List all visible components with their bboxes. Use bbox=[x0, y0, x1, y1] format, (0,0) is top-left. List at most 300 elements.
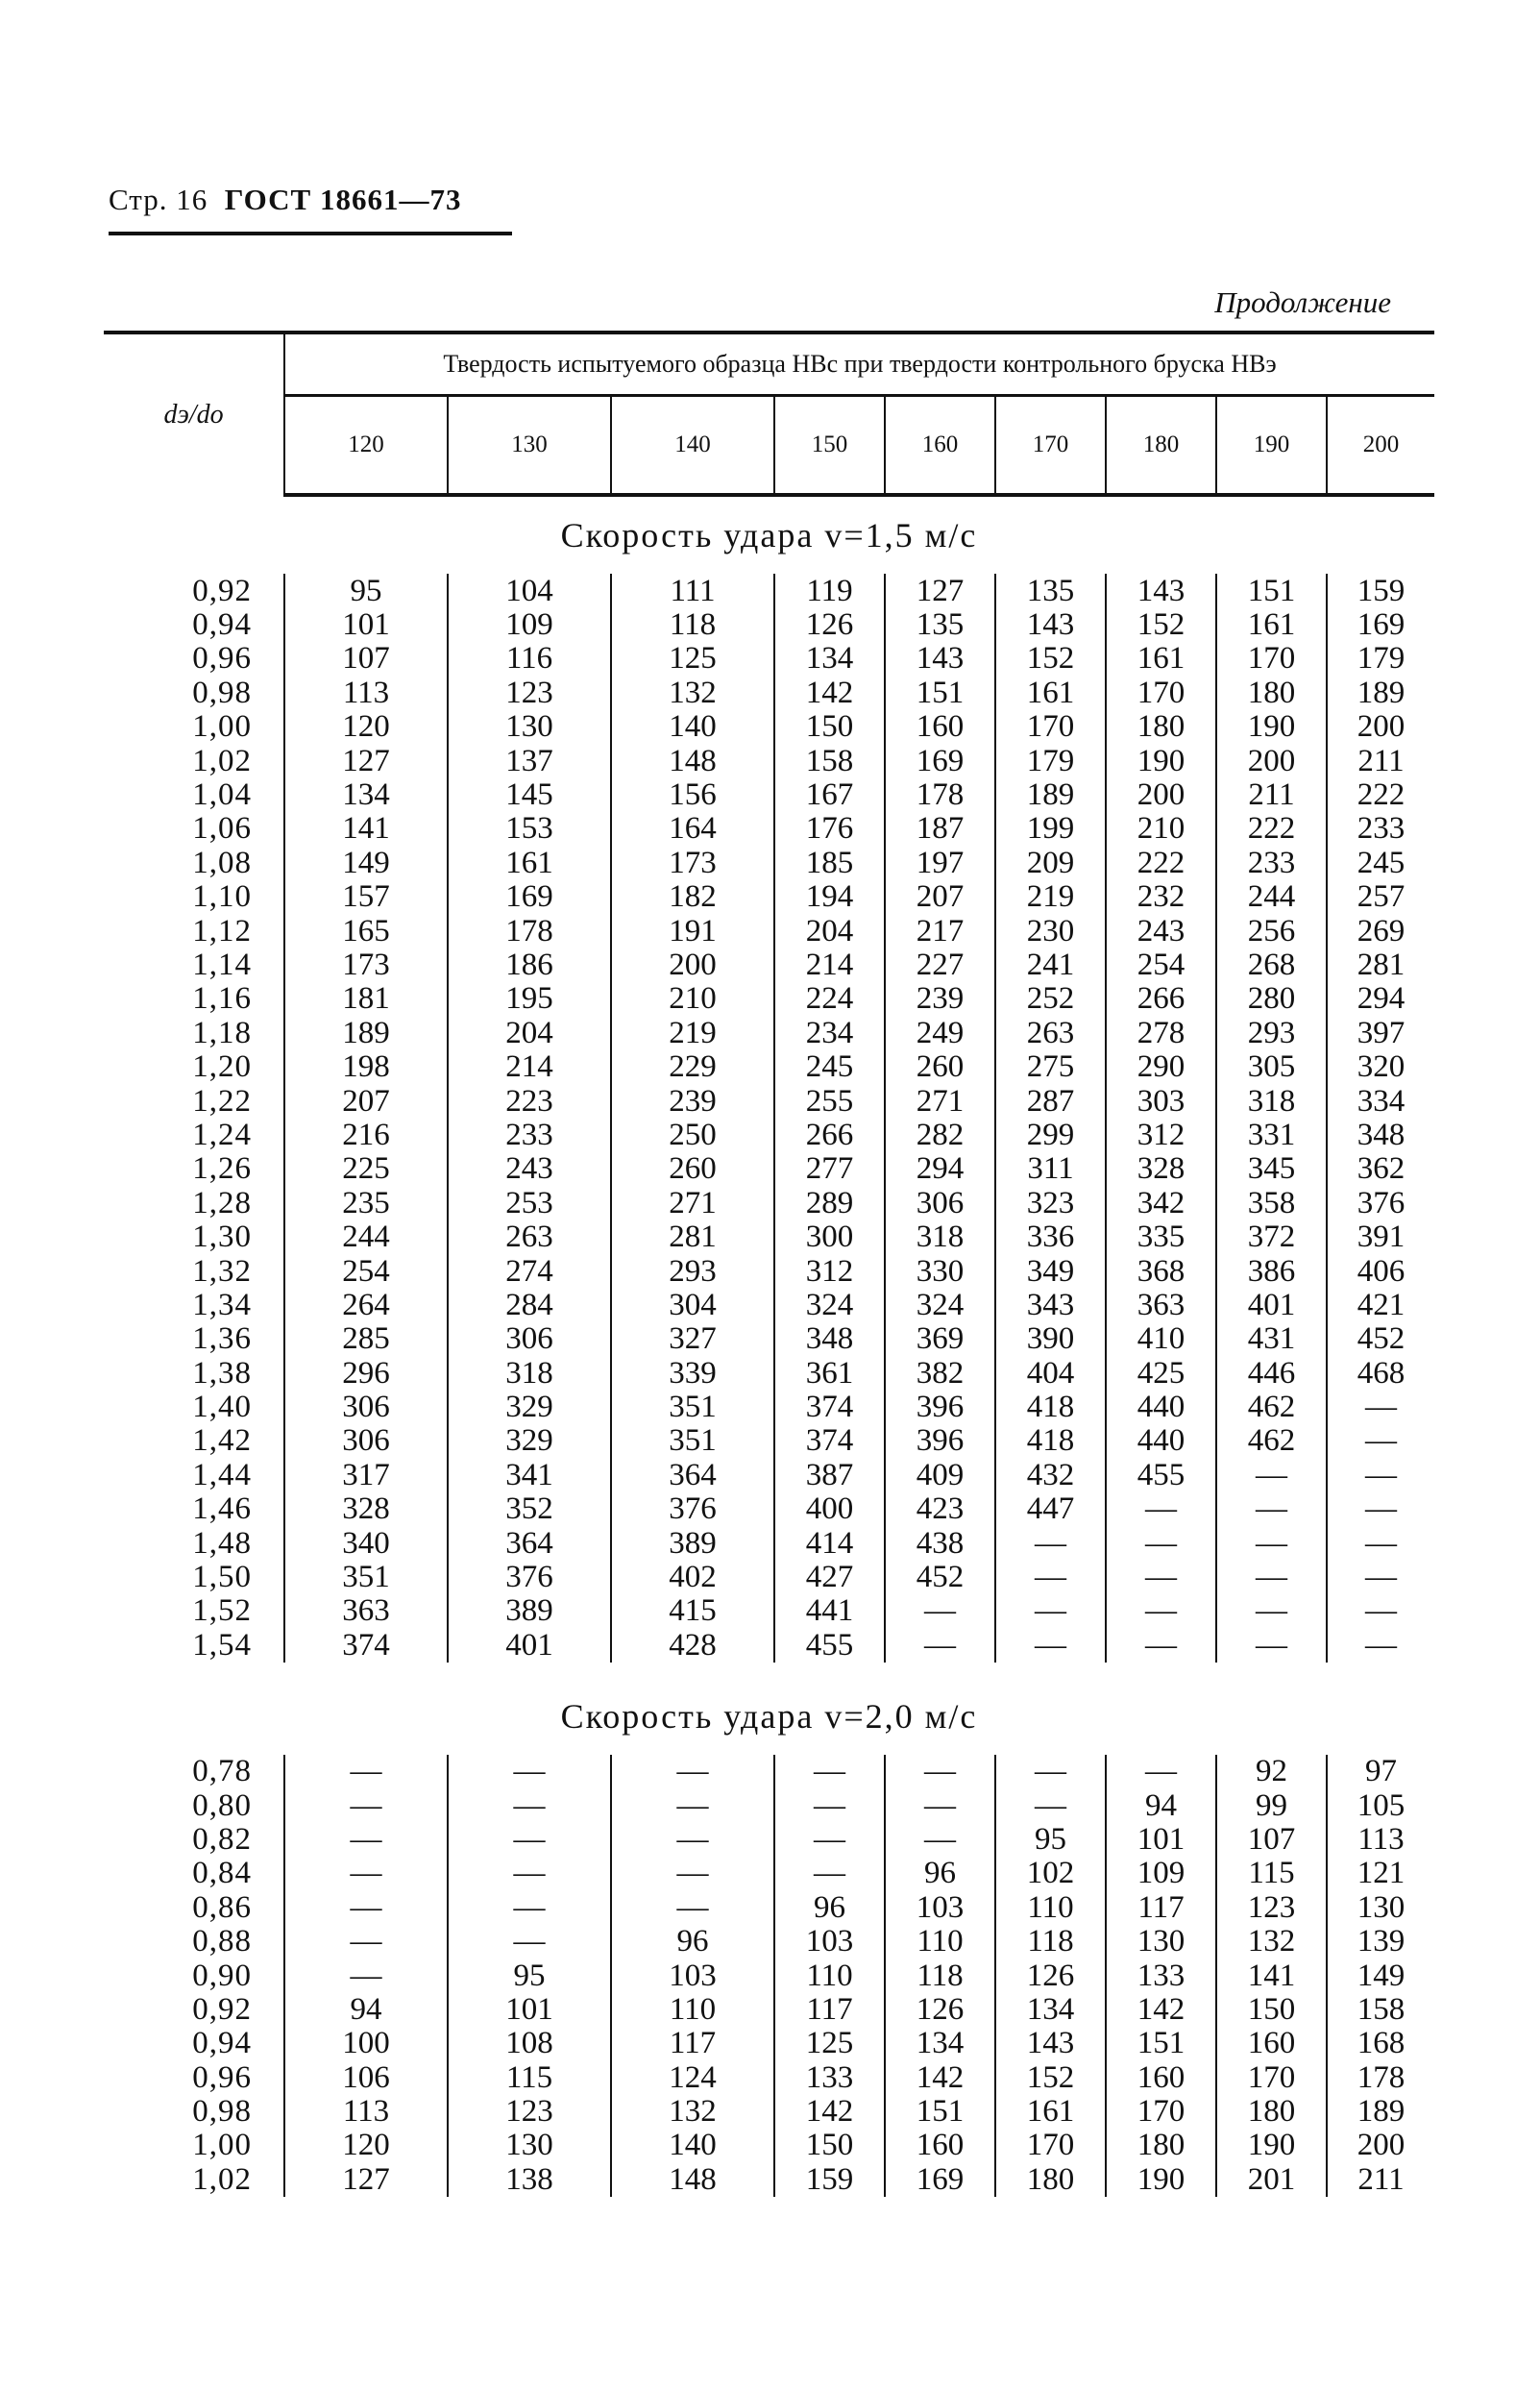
ratio-cell: 1,22 bbox=[192, 1083, 252, 1119]
hardness-cell: 432 bbox=[995, 1458, 1106, 1491]
hardness-cell: 149 bbox=[284, 846, 448, 879]
hardness-cell: 312 bbox=[774, 1254, 885, 1288]
hardness-cell: 135 bbox=[885, 607, 995, 641]
hardness-cell: 269 bbox=[1327, 914, 1434, 948]
hardness-cell: 341 bbox=[448, 1458, 611, 1491]
hardness-cell: 141 bbox=[1216, 1959, 1327, 1992]
ratio-cell: 1,24 bbox=[192, 1117, 252, 1152]
hardness-cell: 455 bbox=[774, 1628, 885, 1662]
table-row bbox=[104, 1857, 1434, 1890]
hardness-cell: 253 bbox=[448, 1186, 611, 1220]
hardness-cell: 431 bbox=[1216, 1322, 1327, 1356]
hardness-cell: 216 bbox=[284, 1118, 448, 1151]
hardness-cell: 94 bbox=[284, 1992, 448, 2026]
hardness-cell: 103 bbox=[611, 1959, 774, 1992]
hardness-cell: 204 bbox=[448, 1016, 611, 1049]
hardness-cell: 180 bbox=[1216, 676, 1327, 709]
hardness-cell: 296 bbox=[284, 1356, 448, 1390]
hardness-cell: 278 bbox=[1106, 1016, 1216, 1049]
hardness-cell: 318 bbox=[448, 1356, 611, 1390]
hardness-cell: 179 bbox=[995, 744, 1106, 777]
hardness-cell: — bbox=[1106, 1492, 1216, 1526]
section-title: Скорость удара v=1,5 м/с bbox=[560, 516, 978, 554]
table-row bbox=[104, 574, 1434, 607]
hardness-cell: 304 bbox=[611, 1288, 774, 1321]
hardness-cell: 161 bbox=[1216, 607, 1327, 641]
hardness-cell: 130 bbox=[448, 2129, 611, 2162]
table-row bbox=[104, 1152, 1434, 1186]
hardness-cell: 362 bbox=[1327, 1152, 1434, 1186]
hardness-cell: 168 bbox=[1327, 2027, 1434, 2060]
hardness-cell: — bbox=[1327, 1492, 1434, 1526]
ratio-cell: 1,16 bbox=[192, 981, 252, 1017]
ratio-cell: 0,80 bbox=[192, 1787, 252, 1823]
hardness-cell: 239 bbox=[611, 1084, 774, 1118]
table-row bbox=[104, 744, 1434, 777]
hardness-cell: 118 bbox=[995, 1924, 1106, 1958]
hardness-cell: 254 bbox=[1106, 948, 1216, 981]
hardness-cell: 200 bbox=[1106, 777, 1216, 811]
ratio-cell: 0,88 bbox=[192, 1924, 252, 1959]
hardness-cell: 387 bbox=[774, 1458, 885, 1491]
hardness-cell: 117 bbox=[611, 2027, 774, 2060]
hardness-cell: 169 bbox=[885, 744, 995, 777]
hardness-cell: 191 bbox=[611, 914, 774, 948]
hardness-cell: — bbox=[1327, 1390, 1434, 1423]
hardness-cell: 118 bbox=[611, 607, 774, 641]
hardness-cell: — bbox=[885, 1788, 995, 1822]
hardness-cell: 229 bbox=[611, 1049, 774, 1083]
table-row bbox=[104, 948, 1434, 981]
hardness-cell: 225 bbox=[284, 1152, 448, 1186]
table-row bbox=[104, 1560, 1434, 1593]
hardness-cell: 132 bbox=[1216, 1924, 1327, 1958]
ratio-cell: 0,94 bbox=[192, 2026, 252, 2061]
hardness-cell: 143 bbox=[1106, 574, 1216, 607]
hardness-cell: 396 bbox=[885, 1390, 995, 1423]
hardness-cell: — bbox=[448, 1822, 611, 1856]
hardness-cell: — bbox=[1216, 1560, 1327, 1593]
hardness-cell: 376 bbox=[611, 1492, 774, 1526]
ratio-cell: 1,20 bbox=[192, 1049, 252, 1085]
hardness-cell: 374 bbox=[774, 1390, 885, 1423]
hardness-cell: 318 bbox=[885, 1220, 995, 1253]
hardness-cell: 348 bbox=[1327, 1118, 1434, 1151]
table-row bbox=[104, 1890, 1434, 1924]
hardness-cell: 312 bbox=[1106, 1118, 1216, 1151]
hardness-cell: 277 bbox=[774, 1152, 885, 1186]
table-row bbox=[104, 1220, 1434, 1253]
hardness-cell: 148 bbox=[611, 2162, 774, 2196]
hardness-cell: 158 bbox=[1327, 1992, 1434, 2026]
hardness-cell: 351 bbox=[284, 1560, 448, 1593]
ratio-cell: 1,36 bbox=[192, 1321, 252, 1357]
hardness-cell: 340 bbox=[284, 1526, 448, 1560]
hardness-cell: — bbox=[995, 1594, 1106, 1628]
hardness-cell: 266 bbox=[774, 1118, 885, 1151]
hardness-cell: 115 bbox=[1216, 1857, 1327, 1890]
ratio-cell: 1,00 bbox=[192, 2128, 252, 2163]
hardness-cell: 190 bbox=[1106, 2162, 1216, 2196]
hardness-cell: 364 bbox=[448, 1526, 611, 1560]
hardness-cell: 324 bbox=[885, 1288, 995, 1321]
hardness-cell: 95 bbox=[284, 574, 448, 607]
ratio-cell: 1,06 bbox=[192, 811, 252, 847]
hardness-cell: 143 bbox=[995, 607, 1106, 641]
hardness-cell: 320 bbox=[1327, 1049, 1434, 1083]
hardness-cell: 232 bbox=[1106, 880, 1216, 914]
hardness-cell: — bbox=[995, 1755, 1106, 1788]
hardness-cell: 194 bbox=[774, 880, 885, 914]
hardness-cell: — bbox=[611, 1755, 774, 1788]
hardness-cell: 401 bbox=[1216, 1288, 1327, 1321]
hardness-cell: 214 bbox=[448, 1049, 611, 1083]
hardness-cell: 180 bbox=[1216, 2094, 1327, 2128]
column-header-hb-130: 130 bbox=[448, 396, 611, 496]
hardness-cell: 390 bbox=[995, 1322, 1106, 1356]
hardness-cell: — bbox=[995, 1628, 1106, 1662]
hardness-cell: 361 bbox=[774, 1356, 885, 1390]
hardness-cell: 293 bbox=[1216, 1016, 1327, 1049]
hardness-cell: 328 bbox=[1106, 1152, 1216, 1186]
hardness-cell: 263 bbox=[995, 1016, 1106, 1049]
hardness-cell: 125 bbox=[611, 642, 774, 676]
hardness-cell: 227 bbox=[885, 948, 995, 981]
hardness-table bbox=[104, 331, 1434, 2197]
hardness-cell: — bbox=[1327, 1594, 1434, 1628]
hardness-cell: 200 bbox=[611, 948, 774, 981]
hardness-cell: — bbox=[774, 1788, 885, 1822]
hardness-cell: 415 bbox=[611, 1594, 774, 1628]
table-row bbox=[104, 1390, 1434, 1423]
hardness-cell: 211 bbox=[1216, 777, 1327, 811]
hardness-cell: 170 bbox=[1106, 2094, 1216, 2128]
hardness-cell: 103 bbox=[885, 1890, 995, 1924]
table-row bbox=[104, 710, 1434, 744]
hardness-cell: — bbox=[774, 1822, 885, 1856]
hardness-cell: 170 bbox=[1106, 676, 1216, 709]
ratio-cell: 0,98 bbox=[192, 2094, 252, 2130]
hardness-cell: 180 bbox=[995, 2162, 1106, 2196]
hardness-cell: 418 bbox=[995, 1390, 1106, 1423]
hardness-cell: 409 bbox=[885, 1458, 995, 1491]
hardness-title: Твердость испытуемого образца HBс при твердости контрольного бруска HBэ bbox=[284, 333, 1434, 396]
hardness-cell: 190 bbox=[1216, 710, 1327, 744]
hardness-cell: 160 bbox=[1106, 2060, 1216, 2094]
hardness-cell: 334 bbox=[1327, 1084, 1434, 1118]
hardness-cell: 211 bbox=[1327, 2162, 1434, 2196]
hardness-cell: — bbox=[774, 1857, 885, 1890]
continuation-label: Продолжение bbox=[1214, 285, 1391, 319]
hardness-cell: 113 bbox=[284, 2094, 448, 2128]
hardness-cell: 438 bbox=[885, 1526, 995, 1560]
hardness-cell: 189 bbox=[995, 777, 1106, 811]
table-row bbox=[104, 1254, 1434, 1288]
hardness-cell: 260 bbox=[611, 1152, 774, 1186]
hardness-cell: 425 bbox=[1106, 1356, 1216, 1390]
hardness-cell: 105 bbox=[1327, 1788, 1434, 1822]
hardness-cell: 376 bbox=[1327, 1186, 1434, 1220]
hardness-cell: 156 bbox=[611, 777, 774, 811]
hardness-cell: 109 bbox=[1106, 1857, 1216, 1890]
hardness-cell: 427 bbox=[774, 1560, 885, 1593]
ratio-cell: 1,10 bbox=[192, 879, 252, 915]
ratio-cell: 0,96 bbox=[192, 641, 252, 677]
hardness-cell: 200 bbox=[1216, 744, 1327, 777]
hardness-cell: 254 bbox=[284, 1254, 448, 1288]
hardness-cell: 132 bbox=[611, 676, 774, 709]
hardness-cell: 187 bbox=[885, 812, 995, 846]
hardness-cell: 329 bbox=[448, 1390, 611, 1423]
table-row bbox=[104, 2162, 1434, 2196]
hardness-cell: 160 bbox=[885, 2129, 995, 2162]
hardness-cell: 169 bbox=[885, 2162, 995, 2196]
hardness-cell: 103 bbox=[774, 1924, 885, 1958]
hardness-cell: 423 bbox=[885, 1492, 995, 1526]
hardness-cell: 233 bbox=[448, 1118, 611, 1151]
hardness-cell: 157 bbox=[284, 880, 448, 914]
hardness-cell: 214 bbox=[774, 948, 885, 981]
hardness-cell: 185 bbox=[774, 846, 885, 879]
hardness-cell: 135 bbox=[995, 574, 1106, 607]
section-spacer bbox=[104, 1663, 1434, 1678]
hardness-cell: 282 bbox=[885, 1118, 995, 1151]
hardness-cell: 142 bbox=[885, 2060, 995, 2094]
hardness-cell: 173 bbox=[611, 846, 774, 879]
hardness-cell: 234 bbox=[774, 1016, 885, 1049]
hardness-cell: 189 bbox=[1327, 676, 1434, 709]
hardness-cell: 299 bbox=[995, 1118, 1106, 1151]
hardness-cell: 219 bbox=[995, 880, 1106, 914]
hardness-cell: 230 bbox=[995, 914, 1106, 948]
hardness-cell: 368 bbox=[1106, 1254, 1216, 1288]
ratio-cell: 1,08 bbox=[192, 845, 252, 880]
hardness-cell: 418 bbox=[995, 1424, 1106, 1458]
hardness-cell: 141 bbox=[284, 812, 448, 846]
hardness-cell: — bbox=[1106, 1526, 1216, 1560]
column-header-hb-200: 200 bbox=[1327, 396, 1434, 496]
ratio-cell: 0,92 bbox=[192, 573, 252, 608]
table-row bbox=[104, 1288, 1434, 1321]
hardness-cell: — bbox=[1106, 1755, 1216, 1788]
hardness-cell: 123 bbox=[1216, 1890, 1327, 1924]
table-row bbox=[104, 1322, 1434, 1356]
hardness-cell: 164 bbox=[611, 812, 774, 846]
column-header-hb-160: 160 bbox=[885, 396, 995, 496]
hardness-cell: 181 bbox=[284, 982, 448, 1016]
hardness-cell: 139 bbox=[1327, 1924, 1434, 1958]
column-header-hb-120: 120 bbox=[284, 396, 448, 496]
hardness-cell: 95 bbox=[448, 1959, 611, 1992]
ratio-cell: 1,00 bbox=[192, 709, 252, 745]
hardness-cell: 396 bbox=[885, 1424, 995, 1458]
ratio-cell: 0,78 bbox=[192, 1754, 252, 1789]
hardness-cell: 173 bbox=[284, 948, 448, 981]
hardness-cell: 455 bbox=[1106, 1458, 1216, 1491]
header-rule bbox=[109, 232, 512, 235]
hardness-cell: 311 bbox=[995, 1152, 1106, 1186]
hardness-cell: 127 bbox=[284, 744, 448, 777]
hardness-cell: — bbox=[611, 1857, 774, 1890]
hardness-cell: 285 bbox=[284, 1322, 448, 1356]
ratio-cell: 0,96 bbox=[192, 2059, 252, 2095]
hardness-cell: — bbox=[995, 1526, 1106, 1560]
page-label: Стр. 16 bbox=[109, 183, 208, 216]
table-row bbox=[104, 1594, 1434, 1628]
ratio-cell: 0,86 bbox=[192, 1889, 252, 1925]
hardness-cell: 132 bbox=[611, 2094, 774, 2128]
hardness-cell: 169 bbox=[448, 880, 611, 914]
hardness-cell: 134 bbox=[995, 1992, 1106, 2026]
hardness-cell: 101 bbox=[448, 1992, 611, 2026]
hardness-cell: 233 bbox=[1216, 846, 1327, 879]
hardness-cell: 195 bbox=[448, 982, 611, 1016]
hardness-cell: 281 bbox=[1327, 948, 1434, 981]
hardness-cell: — bbox=[774, 1755, 885, 1788]
spacer-cell bbox=[104, 1663, 284, 1678]
hardness-cell: 127 bbox=[885, 574, 995, 607]
hardness-cell: 222 bbox=[1327, 777, 1434, 811]
hardness-cell: 233 bbox=[1327, 812, 1434, 846]
ratio-cell: 1,52 bbox=[192, 1593, 252, 1629]
hardness-cell: 180 bbox=[1106, 2129, 1216, 2162]
hardness-cell: — bbox=[1216, 1628, 1327, 1662]
hardness-cell: 204 bbox=[774, 914, 885, 948]
hardness-cell: 134 bbox=[885, 2027, 995, 2060]
hardness-cell: 109 bbox=[448, 607, 611, 641]
hardness-cell: 161 bbox=[995, 2094, 1106, 2128]
hardness-cell: 305 bbox=[1216, 1049, 1327, 1083]
hardness-cell: 126 bbox=[885, 1992, 995, 2026]
hardness-cell: 428 bbox=[611, 1628, 774, 1662]
hardness-cell: 275 bbox=[995, 1049, 1106, 1083]
hardness-cell: 151 bbox=[1106, 2027, 1216, 2060]
column-header-hb-140: 140 bbox=[611, 396, 774, 496]
ratio-cell: 1,02 bbox=[192, 2161, 252, 2197]
hardness-cell: 160 bbox=[885, 710, 995, 744]
table-row bbox=[104, 777, 1434, 811]
hardness-cell: 207 bbox=[284, 1084, 448, 1118]
hardness-cell: 120 bbox=[284, 710, 448, 744]
hardness-cell: 110 bbox=[774, 1959, 885, 1992]
hardness-cell: 178 bbox=[885, 777, 995, 811]
hardness-cell: — bbox=[1106, 1628, 1216, 1662]
hardness-cell: 120 bbox=[284, 2129, 448, 2162]
table-row bbox=[104, 1526, 1434, 1560]
hardness-cell: 189 bbox=[1327, 2094, 1434, 2128]
hardness-cell: 400 bbox=[774, 1492, 885, 1526]
hardness-cell: 271 bbox=[885, 1084, 995, 1118]
table-row bbox=[104, 812, 1434, 846]
hardness-cell: 351 bbox=[611, 1424, 774, 1458]
hardness-cell: 260 bbox=[885, 1049, 995, 1083]
hardness-cell: 363 bbox=[1106, 1288, 1216, 1321]
hardness-cell: 96 bbox=[611, 1924, 774, 1958]
hardness-cell: 389 bbox=[448, 1594, 611, 1628]
hardness-cell: — bbox=[1216, 1594, 1327, 1628]
section-title-row bbox=[104, 495, 1434, 574]
ratio-cell: 1,28 bbox=[192, 1185, 252, 1220]
hardness-cell: 145 bbox=[448, 777, 611, 811]
ratio-cell: 1,46 bbox=[192, 1491, 252, 1527]
hardness-cell: — bbox=[1216, 1526, 1327, 1560]
hardness-cell: 161 bbox=[448, 846, 611, 879]
hardness-cell: 348 bbox=[774, 1322, 885, 1356]
ratio-cell: 1,40 bbox=[192, 1390, 252, 1425]
ratio-cell: 1,44 bbox=[192, 1457, 252, 1492]
hardness-cell: 268 bbox=[1216, 948, 1327, 981]
hardness-cell: 210 bbox=[1106, 812, 1216, 846]
hardness-cell: 153 bbox=[448, 812, 611, 846]
hardness-cell: 117 bbox=[774, 1992, 885, 2026]
hardness-cell: 222 bbox=[1216, 812, 1327, 846]
hardness-cell: 300 bbox=[774, 1220, 885, 1253]
hardness-cell: 290 bbox=[1106, 1049, 1216, 1083]
hardness-cell: 374 bbox=[774, 1424, 885, 1458]
table-body bbox=[104, 495, 1434, 2197]
hardness-cell: 401 bbox=[448, 1628, 611, 1662]
hardness-cell: — bbox=[1216, 1458, 1327, 1491]
table-row bbox=[104, 1049, 1434, 1083]
hardness-cell: 108 bbox=[448, 2027, 611, 2060]
hardness-cell: 158 bbox=[774, 744, 885, 777]
ratio-cell: 1,30 bbox=[192, 1220, 252, 1255]
hardness-cell: 189 bbox=[284, 1016, 448, 1049]
hardness-cell: 241 bbox=[995, 948, 1106, 981]
hardness-cell: 293 bbox=[611, 1254, 774, 1288]
table-row bbox=[104, 1992, 1434, 2026]
hardness-cell: 161 bbox=[1106, 642, 1216, 676]
hardness-cell: 99 bbox=[1216, 1788, 1327, 1822]
hardness-cell: 165 bbox=[284, 914, 448, 948]
hardness-cell: — bbox=[284, 1857, 448, 1890]
hardness-cell: 143 bbox=[885, 642, 995, 676]
table-row bbox=[104, 2129, 1434, 2162]
hardness-cell: 404 bbox=[995, 1356, 1106, 1390]
hardness-cell: 199 bbox=[995, 812, 1106, 846]
hardness-cell: 96 bbox=[885, 1857, 995, 1890]
hardness-cell: 224 bbox=[774, 982, 885, 1016]
ratio-cell: 1,38 bbox=[192, 1355, 252, 1391]
hardness-cell: 244 bbox=[1216, 880, 1327, 914]
hardness-cell: 106 bbox=[284, 2060, 448, 2094]
hardness-cell: — bbox=[1106, 1594, 1216, 1628]
hardness-cell: 104 bbox=[448, 574, 611, 607]
hardness-cell: 159 bbox=[1327, 574, 1434, 607]
hardness-cell: 101 bbox=[1106, 1822, 1216, 1856]
hardness-cell: 266 bbox=[1106, 982, 1216, 1016]
hardness-cell: 280 bbox=[1216, 982, 1327, 1016]
hardness-cell: 421 bbox=[1327, 1288, 1434, 1321]
hardness-cell: 152 bbox=[995, 2060, 1106, 2094]
hardness-cell: 113 bbox=[1327, 1822, 1434, 1856]
hardness-cell: 110 bbox=[885, 1924, 995, 1958]
hardness-cell: 327 bbox=[611, 1322, 774, 1356]
hardness-cell: — bbox=[885, 1755, 995, 1788]
hardness-cell: 382 bbox=[885, 1356, 995, 1390]
hardness-cell: — bbox=[448, 1890, 611, 1924]
hardness-cell: — bbox=[448, 1788, 611, 1822]
hardness-cell: 94 bbox=[1106, 1788, 1216, 1822]
hardness-cell: 446 bbox=[1216, 1356, 1327, 1390]
hardness-cell: 210 bbox=[611, 982, 774, 1016]
hardness-cell: 255 bbox=[774, 1084, 885, 1118]
hardness-cell: 121 bbox=[1327, 1857, 1434, 1890]
hardness-cell: 452 bbox=[1327, 1322, 1434, 1356]
table-row bbox=[104, 1788, 1434, 1822]
hardness-cell: — bbox=[1327, 1424, 1434, 1458]
hardness-cell: 339 bbox=[611, 1356, 774, 1390]
